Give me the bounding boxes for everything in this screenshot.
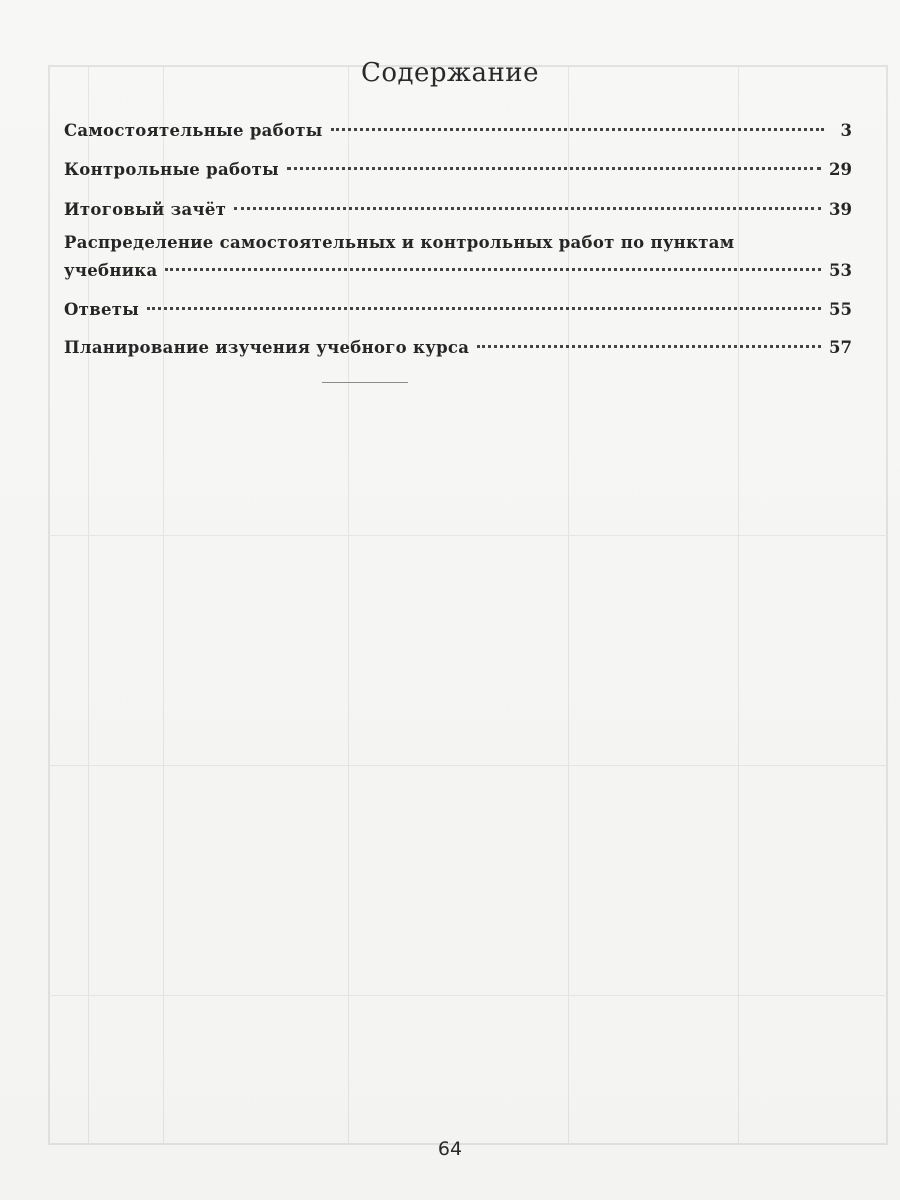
table-of-contents: [64, 116, 852, 357]
toc-entry-label: Ответы: [64, 299, 140, 319]
toc-page-number: 53: [829, 261, 852, 280]
toc-page-number: 3: [840, 120, 852, 140]
dot-leader: [147, 290, 821, 310]
separator-rule: [322, 382, 408, 383]
toc-page-number: 29: [829, 160, 852, 179]
toc-entry-label: Планирование изучения учебного курса: [64, 338, 470, 357]
toc-page-number: 39: [829, 199, 852, 219]
toc-entry-label: Итоговый зачёт: [64, 199, 227, 219]
toc-entry[interactable]: [64, 156, 852, 180]
toc-page-number: 55: [829, 299, 852, 319]
toc-entry-label: Самостоятельные работы: [64, 120, 323, 140]
toc-entry[interactable]: [64, 195, 852, 219]
toc-entry[interactable]: [64, 257, 852, 281]
toc-entry-label-line[interactable]: Распределение самостоятельных и контрольных работ по пунктам: [64, 232, 735, 252]
toc-entry[interactable]: [64, 334, 852, 358]
dot-leader: [331, 111, 824, 131]
toc-entry-label: Контрольные работы: [64, 160, 279, 179]
dot-leader: [165, 252, 821, 272]
dot-leader: [477, 329, 821, 349]
toc-entry[interactable]: [64, 295, 852, 319]
toc-entry-label: учебника: [64, 261, 158, 280]
page-number: 64: [437, 1138, 463, 1160]
toc-entry[interactable]: [64, 116, 852, 140]
dot-leader: [234, 190, 821, 210]
toc-page-number: 57: [829, 338, 852, 357]
dot-leader: [287, 151, 821, 171]
contents-heading: Содержание: [360, 58, 540, 88]
